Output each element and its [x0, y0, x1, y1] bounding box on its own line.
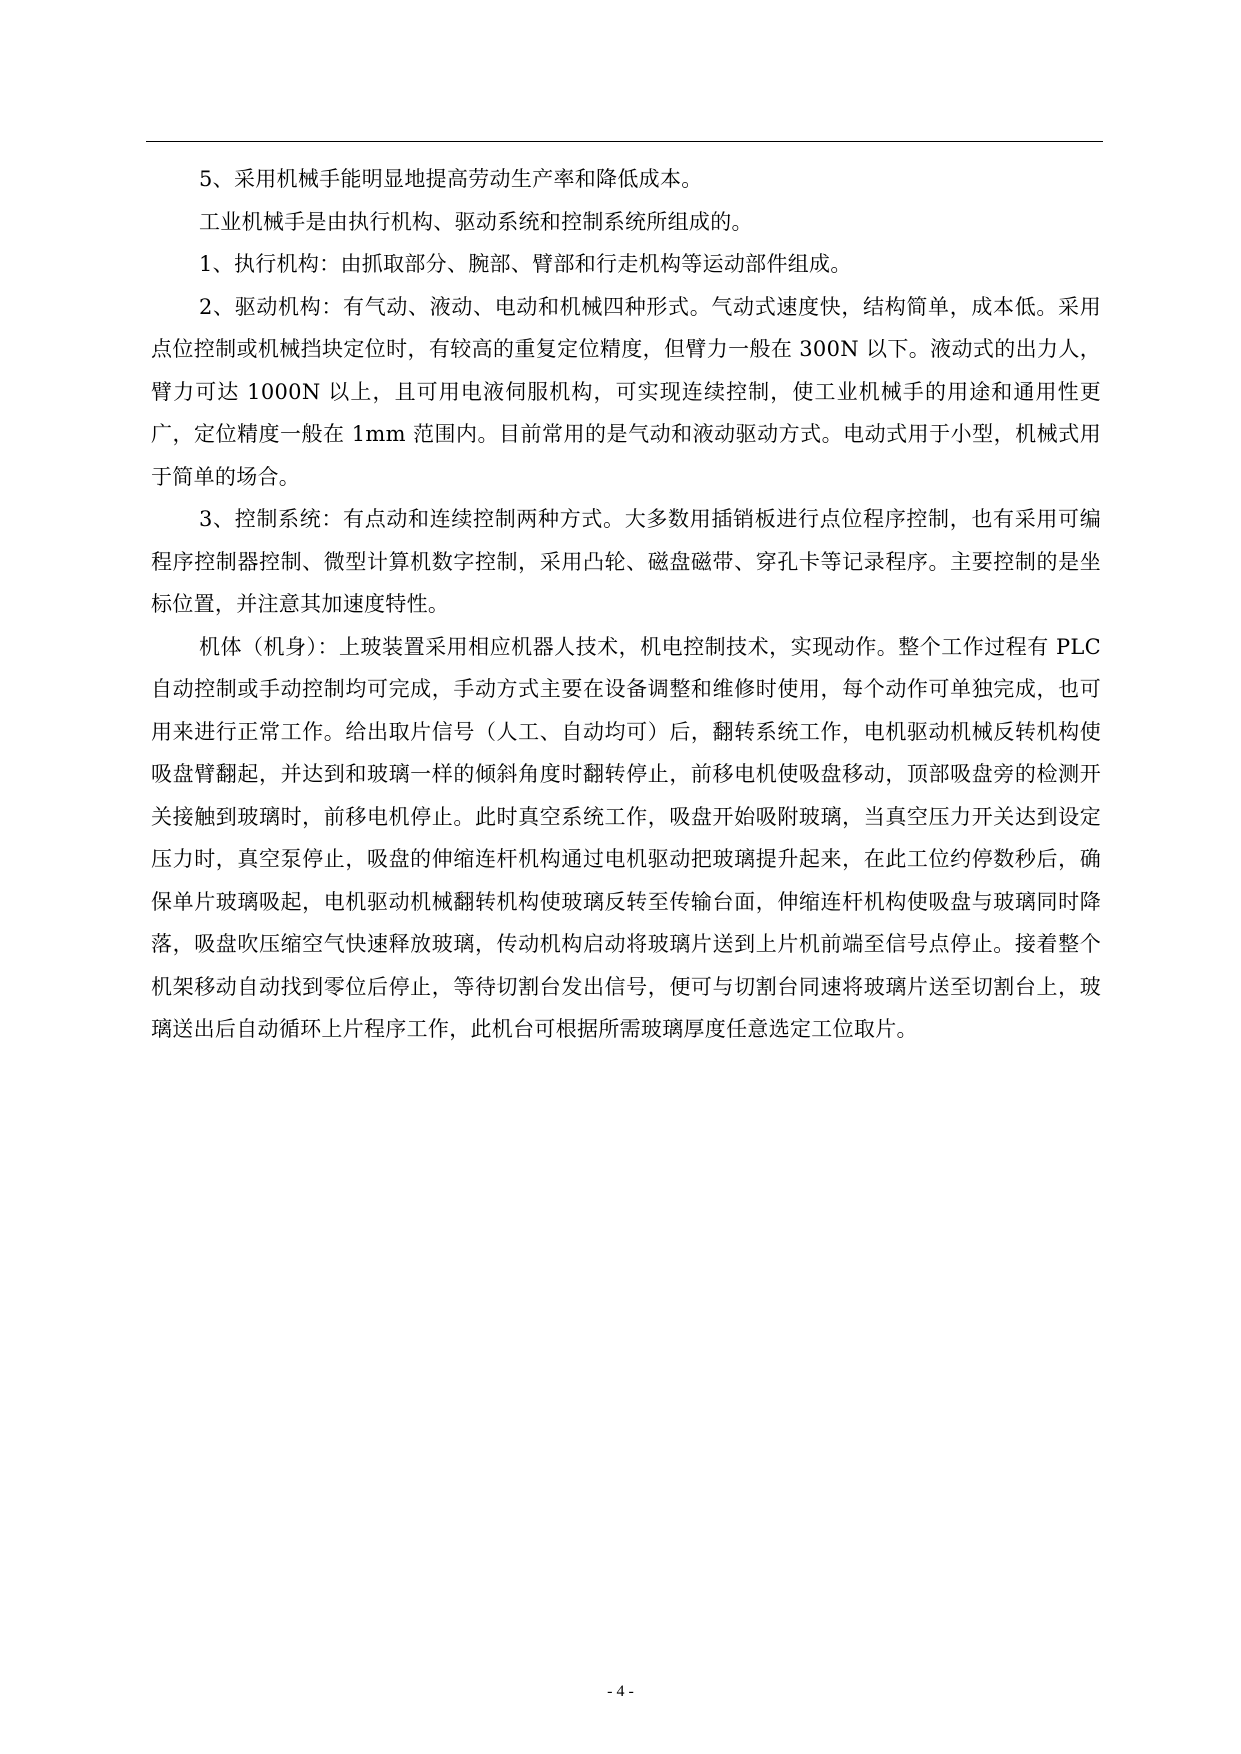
header-rule — [146, 141, 1103, 142]
paragraph-benefit-5: 5、采用机械手能明显地提高劳动生产率和降低成本。 — [199, 167, 703, 191]
paragraph-drive-mechanism: 2、驱动机构：有气动、液动、电动和机械四种形式。气动式速度快，结构简单，成本低。采用点位控制或机械挡块定位时，有较高的重复定位精度，但臂力一般在 300N 以下。液动式的出力人，臂力可达 1000N 以上，且可用电液伺服机构，可实现连续控制，使工业机械手的用途和通用性更广，定位精度一般在 1mm 范围内。目前常用的是气动和液动驱动方式。电动式用于小型，机械式用于简单的场合。 — [151, 294, 1101, 489]
paragraph-control-system: 3、控制系统：有点动和连续控制两种方式。大多数用插销板进行点位程序控制，也有采用可编程序控制器控制、微型计算机数字控制，采用凸轮、磁盘磁带、穿孔卡等记录程序。主要控制的是坐标位置，并注意其加速度特性。 — [151, 507, 1101, 616]
paragraph-components-intro: 工业机械手是由执行机构、驱动系统和控制系统所组成的。 — [199, 209, 753, 234]
page-number: - 4 - — [607, 1683, 634, 1700]
document-body — [151, 158, 1101, 1051]
paragraph-actuator: 1、执行机构：由抓取部分、腕部、臂部和行走机构等运动部件组成。 — [199, 252, 852, 276]
paragraph-machine-body: 机体（机身）：上玻装置采用相应机器人技术，机电控制技术，实现动作。整个工作过程有 PLC 自动控制或手动控制均可完成，手动方式主要在设备调整和维修时使用，每个动作可单独完成，也可用来进行正常工作。给出取片信号（人工、自动均可）后，翻转系统工作，电机驱动机械反转机构使吸盘臂翻起，并达到和玻璃一样的倾斜角度时翻转停止，前移电机使吸盘移动，顶部吸盘旁的检测开关接触到玻璃时，前移电机停止。此时真空系统工作，吸盘开始吸附玻璃，当真空压力开关达到设定压力时，真空泵停止，吸盘的伸缩连杆机构通过电机驱动把玻璃提升起来，在此工位约停数秒后，确保单片玻璃吸起，电机驱动机械翻转机构使玻璃反转至传输台面，伸缩连杆机构使吸盘与玻璃同时降落，吸盘吹压缩空气快速释放玻璃，传动机构启动将玻璃片送到上片机前端至信号点停止。接着整个机架移动自动找到零位后停止，等待切割台发出信号，便可与切割台同速将玻璃片送至切割台上，玻璃送出后自动循环上片程序工作，此机台可根据所需玻璃厚度任意选定工位取片。 — [151, 634, 1101, 1041]
